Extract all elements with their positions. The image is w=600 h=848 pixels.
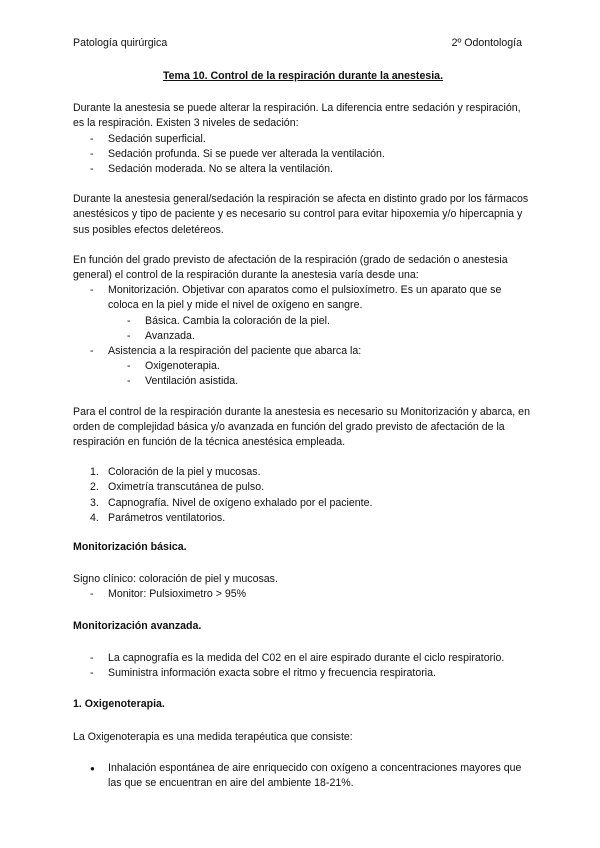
sedation-list [73, 132, 533, 178]
list-item: - Suministra información exacta sobre el ritmo y frecuencia respiratoria. [73, 666, 533, 681]
list-item-asistencia [73, 344, 533, 390]
clinical-sign: Signo clínico: coloración de piel y mucosas. [73, 573, 278, 586]
list-item [73, 480, 533, 495]
list-number: 4. [90, 511, 99, 524]
asistencia-sublist [73, 359, 533, 389]
list-item-text: Capnografía. Nivel de oxígeno exhalado por el paciente. [108, 496, 373, 509]
oxygen-therapy-intro: La Oxigenoterapia es una medida terapéutica que consiste: [73, 730, 353, 743]
list-item: - La capnografía es la medida del C02 en el aire espirado durante el ciclo respiratorio. [73, 651, 533, 666]
monitorizacion-sublist [73, 314, 533, 344]
paragraph-control-range: En función del grado previsto de afectación de la respiración (grado de sedación o anestesia general) el control de la respiración durante la anestesia varía desde una: [73, 253, 508, 282]
list-item-text: Asistencia a la respiración del paciente que abarca la: [108, 345, 362, 358]
basic-monitor-list [73, 587, 533, 602]
list-item [73, 496, 533, 511]
paragraph-monitoring-need: Para el control de la respiración durante la anestesia es necesario su Monitorización y abarca, en orden de complejidad básica y/o avanzada en función del grado previsto de afectación de la respiración en función de la técnica anestésica empleada. [73, 405, 530, 449]
list-item-text: Parámetros ventilatorios. [108, 511, 226, 524]
document-body [73, 69, 533, 791]
list-item [73, 511, 533, 526]
document-title: Tema 10. Control de la respiración durante la anestesia. [162, 70, 444, 82]
list-item-monitorizacion [73, 283, 533, 344]
list-number: 2. [90, 481, 99, 494]
list-item: - Oxigenoterapia. [73, 359, 533, 374]
list-item: - Sedación profunda. Si se puede ver alterada la ventilación. [73, 147, 533, 162]
heading-oxygen-therapy: 1. Oxigenoterapia. [73, 698, 165, 711]
intro-paragraph: Durante la anestesia se puede alterar la respiración. La diferencia entre sedación y respiración, es la respiración. Existen 3 niveles de sedación: [73, 102, 521, 130]
list-number: 1. [90, 466, 99, 479]
advanced-monitor-list [73, 651, 533, 681]
list-number: 3. [90, 496, 99, 509]
list-item: - Sedación moderada. No se altera la ventilación. [73, 162, 533, 177]
list-item: - Monitor: Pulsioximetro > 95% [73, 587, 533, 602]
header-subject: Patología quirúrgica [73, 37, 168, 49]
header-course: 2º Odontología [451, 37, 522, 49]
list-item: - Avanzada. [73, 329, 533, 344]
list-item-text: Monitorización. Objetivar con aparatos como el pulsioxímetro. Es un aparato que se coloca en la piel y mide el nivel de oxígeno en sangre. [108, 284, 502, 312]
list-item: ● Inhalación espontánea de aire enriquecido con oxígeno a concentraciones mayores que las que se encuentran en aire del ambiente 18-21%. [73, 761, 533, 791]
paragraph-anesthesia-effects: Durante la anestesia general/sedación la respiración se afecta en distinto grado por los fármacos anestésicos y tipo de paciente y es necesario su control para evitar hipoxemia y/o hipercapnia y sus posibles efectos deletéreos. [73, 193, 529, 236]
heading-basic-monitoring: Monitorización básica. [73, 541, 187, 554]
list-item [73, 465, 533, 480]
oxygen-therapy-list [73, 761, 533, 791]
list-item: - Sedación superficial. [73, 132, 533, 147]
control-list [73, 283, 533, 389]
list-item-text: Coloración de la piel y mucosas. [108, 466, 261, 479]
list-item: - Básica. Cambia la coloración de la piel. [73, 314, 533, 329]
list-item: - Ventilación asistida. [73, 374, 533, 389]
monitoring-numbered-list [73, 465, 533, 526]
heading-advanced-monitoring: Monitorización avanzada. [73, 619, 202, 632]
list-item-text: Oximetría transcutánea de pulso. [108, 481, 265, 494]
